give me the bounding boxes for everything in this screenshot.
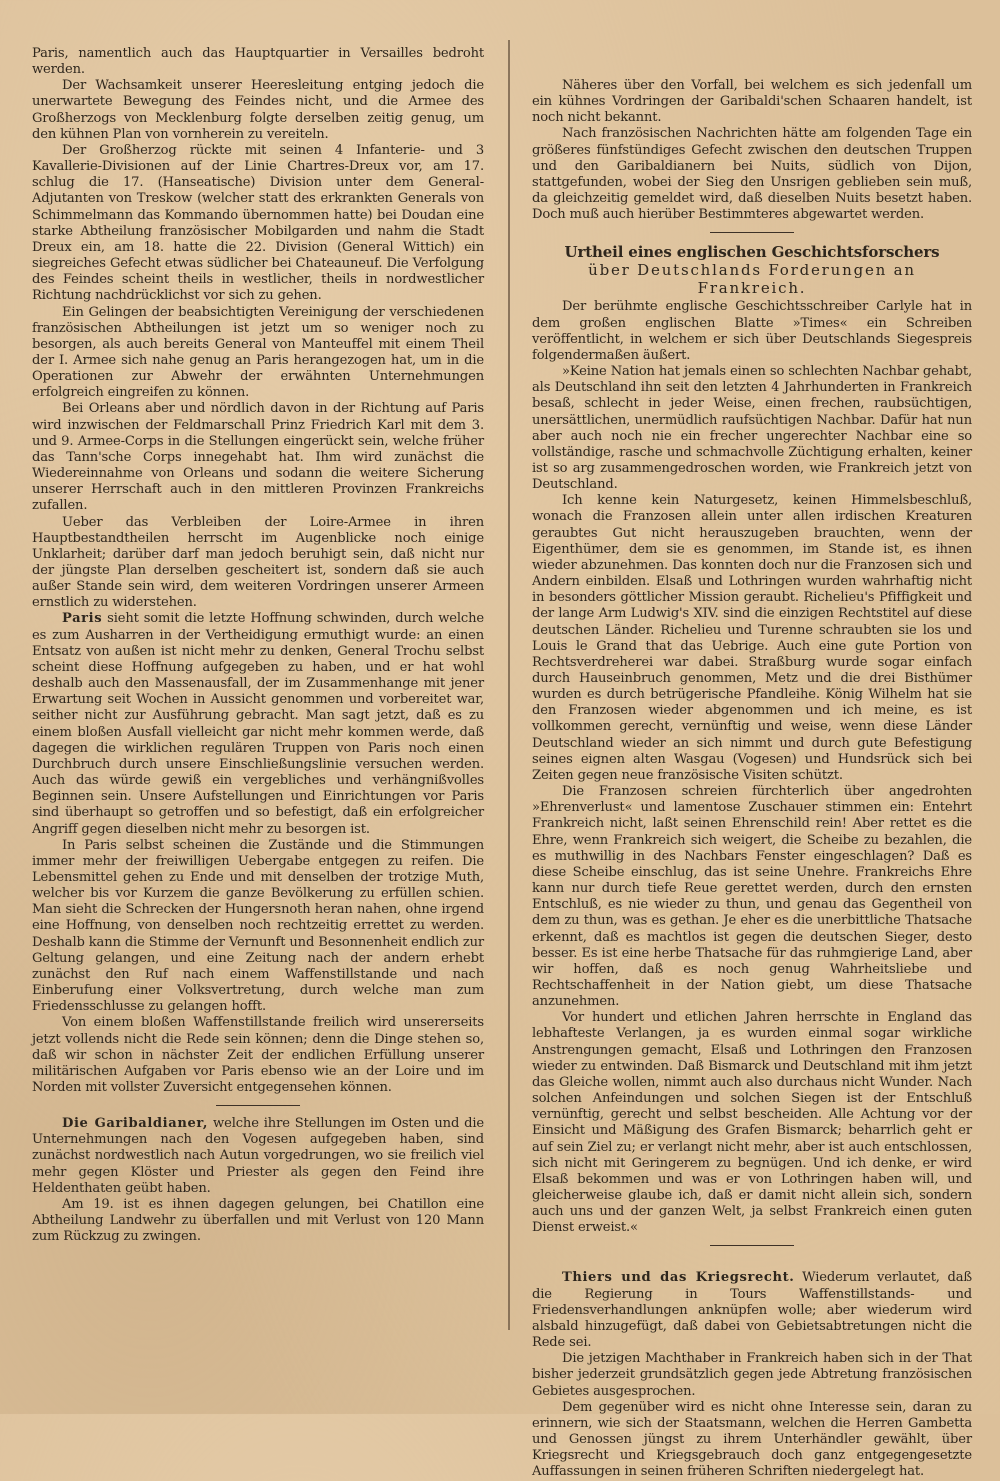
- article-subheadline: über Deutschlands Forderungen an Frankreich.: [588, 261, 916, 298]
- paris-lead: Paris: [62, 611, 103, 627]
- paragraph: Dem gegenüber wird es nicht ohne Interesse sein, daran zu erinnern, wie sich der Staatsmann, welchen die Herren Gambetta und Genossen jüngst zu ihrem Unterhändler gewählt, über Kriegsrecht und Kriegsgebrauch doch ganz entgegengesetzte Auffassungen in seinen früheren Schriften niedergelegt hat.: [532, 1399, 972, 1480]
- paragraph: In Paris selbst scheinen die Zustände und die Stimmungen immer mehr der freiwilligen Uebergabe entgegen zu reifen. Die Lebensmittel gehen zu Ende und mit denselben der trotzige Muth, welcher bis vor Kurzem die ganze Bevölkerung zu erfüllen schien. Man sieht die Schrecken der Hungersnoth heran nahen, ohne irgend eine Hoffnung, von denselben noch rechtzeitig errettet zu werden. Deshalb kann die Stimme der Vernunft und Besonnenheit endlich zur Geltung gelangen, und eine Zeitung nach der andern erhebt zunächst den Ruf nach einem Waffenstillstande und nach Einberufung einer Volksvertretung, durch welche man zum Friedensschlusse zu gelangen hofft.: [32, 837, 484, 1015]
- paragraph: Der Großherzog rückte mit seinen 4 Infanterie- und 3 Kavallerie-Divisionen auf der Linie Chartres-Dreux vor, am 17. schlug die 17. (Hanseatische) Division unter dem General-Adjutanten von Treskow (welcher statt des erkrankten Generals von Schimmelmann das Kommando übernommen hatte) bei Doudan eine starke Abtheilung französischer Mobilgarden und nahm die Stadt Dreux ein, am 18. hatte die 22. Division (General Wittich) ein siegreiches Gefecht etwas südlicher bei Chateauneuf. Die Verfolgung des Feindes scheint theils in westlicher, theils in nordwestlicher Richtung nachdrücklichst vor sich zu gehen.: [32, 142, 484, 304]
- paragraph: Bei Orleans aber und nördlich davon in der Richtung auf Paris wird inzwischen der Feldmarschall Prinz Friedrich Karl mit dem 3. und 9. Armee-Corps in die Stellungen eingerückt sein, welche früher das Tann'sche Corps innegehabt hat. Ihm wird zunächst die Wiedereinnahme von Orleans und sodann die weitere Sicherung unserer Herrschaft auch in den mittleren Provinzen Frankreichs zufallen.: [32, 401, 484, 514]
- paragraph: Der Wachsamkeit unserer Heeresleitung entging jedoch die unerwartete Bewegung des Feindes nicht, und die Armee des Großherzogs von Mecklenburg folgte derselben zeitig genug, um den kühnen Plan von vornherein zu vereiteln.: [32, 78, 484, 142]
- paragraph: Näheres über den Vorfall, bei welchem es sich jedenfall um ein kühnes Vordringen der Garibaldi'schen Schaaren handelt, ist noch nicht bekannt.: [532, 78, 972, 126]
- paragraph-garibaldi: [32, 1116, 484, 1197]
- right-column: [532, 78, 972, 1481]
- paragraph: Von einem bloßen Waffenstillstande freilich wird unsererseits jetzt vollends nicht die Rede sein können; denn die Dinge stehen so, daß wir schon in nächster Zeit der endlichen Erfüllung unserer militärischen Aufgaben vor Paris ebenso wie an der Loire und im Norden mit vollster Zuversicht entgegensehen können.: [32, 1015, 484, 1095]
- paragraph: Die jetzigen Machthaber in Frankreich haben sich in der That bisher jederzeit grundsätzlich gegen jede Abtretung französischen Gebietes ausgesprochen.: [532, 1351, 972, 1399]
- paragraph: Ich kenne kein Naturgesetz, keinen Himmelsbeschluß, wonach die Franzosen allein unter allen irdischen Kreaturen geraubtes Gut nicht herauszugeben brauchten, wenn der Eigenthümer, dem sie es genommen, im Stande ist, es ihnen wieder abzunehmen. Das konnten doch nur die Franzosen sich und Andern einbilden. Elsaß und Lothringen wurden wahrhaftig nicht in besonders göttlicher Mission geraubt. Richelieu's Pfiffigkeit und der lange Arm Ludwig's XIV. sind die einzigen Rechtstitel auf diese deutschen Länder. Richelieu und Turenne schraubten sie los und Louis le Grand that das Uebrige. Auch eine gute Portion von Rechtsverdreherei war dabei. Straßburg wurde sogar einfach durch Hauseinbruch genommen, Metz und die drei Bisthümer wurden es durch betrügerische Pfandleihe. König Wilhelm hat sie den Franzosen wieder abgenommen und ich meine, es ist vollkommen gerecht, vernünftig und weise, wenn diese Länder Deutschland wieder an sich nimmt und durch gute Befestigung seines eignen alten Wasgau (Vogesen) und Hundsrück sich bei Zeiten gegen neue französische Visiten schützt.: [532, 493, 972, 783]
- paragraph: Am 19. ist es ihnen dagegen gelungen, bei Chatillon eine Abtheilung Landwehr zu überfallen und mit Verlust von 120 Mann zum Rückzug zu zwingen.: [32, 1196, 484, 1245]
- thiers-text: Wiederum verlautet, daß die Regierung in Tours Waffenstillstands- und Friedensverhandlungen anknüpfen wolle; aber wiederum wird alsbald hinzugefügt, daß dabei von Gebietsabtretungen nicht die Rede sei.: [532, 1270, 972, 1351]
- paragraph: Ein Gelingen der beabsichtigten Vereinigung der verschiedenen französischen Abtheilungen ist jetzt um so weniger noch zu besorgen, als auch bereits General von Manteuffel mit einem Theil der I. Armee sich nahe genug an Paris herangezogen hat, um in die Operationen zur Abwehr der erwähnten Unternehmungen erfolgreich eingreifen zu können.: [32, 304, 484, 401]
- garibaldi-text: welche ihre Stellungen im Osten und die Unternehmungen nach den Vogesen aufgegeben haben, sind zunächst nordwestlich nach Autun vorgedrungen, wo sie freilich viel mehr gegen Klöster und Priester als gegen den Feind ihre Heldenthaten geübt haben.: [32, 1116, 485, 1196]
- section-rule: [216, 1105, 300, 1106]
- paragraph: Ueber das Verbleiben der Loire-Armee in ihren Hauptbestandtheilen herrscht im Augenblicke noch einige Unklarheit; darüber darf man jedoch beruhigt sein, daß nicht nur der jüngste Plan derselben gescheitert ist, sondern daß sie auch außer Stande sein wird, dem weiteren Vordringen unserer Armeen ernstlich zu widerstehen.: [32, 514, 484, 611]
- section-rule: [710, 1245, 794, 1246]
- article-headline: Urtheil eines englischen Geschichtsforschers: [564, 243, 940, 262]
- paragraph: Der berühmte englische Geschichtsschreiber Carlyle hat in dem großen englischen Blatte »Times« ein Schreiben veröffentlicht, in welchem er sich über Deutschlands Siegespreis folgendermaßen äußert.: [532, 299, 972, 363]
- thiers-lead: Thiers und das Kriegsrecht.: [562, 1270, 795, 1286]
- paragraph: »Keine Nation hat jemals einen so schlechten Nachbar gehabt, als Deutschland ihn seit den letzten 4 Jahrhunderten in Frankreich besaß, schlecht in jeder Weise, einen frechen, raubsüchtigen, unersättlichen, unermüdlich raufsüchtigen Nachbar. Dafür hat nun aber auch noch nie ein frecher ungerechter Nachbar eine so vollständige, rasche und schmachvolle Züchtigung erhalten, keiner ist so arg zusammengedroschen worden, wie Frankreich jetzt von Deutschland.: [532, 364, 972, 493]
- column-divider: [508, 40, 510, 1330]
- paragraph: Paris, namentlich auch das Hauptquartier in Versailles bedroht werden.: [32, 46, 484, 78]
- paris-text: sieht somit die letzte Hoffnung schwinden, durch welche es zum Ausharren in der Vertheidigung ermuthigt wurde: an einen Entsatz von außen ist nicht mehr zu denken, General Trochu selbst scheint diese Hoffnung aufgegeben zu haben, und er hat wohl deshalb auch den Massenausfall, der im Zusammenhange mit jener Erwartung seit Wochen in Aussicht genommen und vorbereitet war, seither nicht zur Ausführung gebracht. Man sagt jetzt, daß es zu einem bloßen Ausfall vielleicht gar nicht mehr kommen werde, daß dagegen die wirklichen regulären Truppen von Paris noch einen Durchbruch durch unsere Einschließungslinie versuchen werden. Auch das würde gewiß ein vergebliches und verhängnißvolles Beginnen sein. Unsere Aufstellungen und Einrichtungen vor Paris sind überhaupt so getroffen und so befestigt, daß ein erfolgreicher Angriff gegen dieselben nicht mehr zu besorgen ist.: [32, 611, 484, 837]
- section-rule: [710, 232, 794, 233]
- spacer: [532, 1256, 972, 1270]
- paragraph-paris: [32, 611, 484, 837]
- left-column: [32, 46, 484, 1245]
- paragraph: Die Franzosen schreien fürchterlich über angedrohten »Ehrenverlust« und lamentose Zuschauer stimmen ein: Entehrt Frankreich nicht, laßt seinen Ehrenschild rein! Aber rettet es die Ehre, wenn Frankreich sich weigert, die Scheibe zu bezahlen, die es muthwillig in des Nachbars Fenster eingeschlagen? Daß es diese Scheibe einschlug, das ist seine Unehre. Frankreichs Ehre kann nur durch tiefe Reue gerettet werden, durch den ernsten Entschluß, es nie wieder zu thun, und genau das Gegentheil von dem zu thun, was es gethan. Je eher es die unerbittliche Thatsache erkennt, daß es machtlos ist gegen die deutschen Sieger, desto besser. Es ist eine herbe Thatsache für das ruhmgierige Land, aber wir hoffen, daß es noch genug Wahrheitsliebe und Rechtschaffenheit in der Nation giebt, um diese Thatsache anzunehmen.: [532, 784, 972, 1010]
- paragraph: Vor hundert und etlichen Jahren herrschte in England das lebhafteste Verlangen, ja es wurden einmal sogar wirkliche Anstrengungen gemacht, Elsaß und Lothringen den Franzosen wieder zu entwinden. Daß Bismarck und Deutschland mit ihm jetzt das Gleiche wollen, nimmt auch also durchaus nicht Wunder. Nach solchen Anfeindungen und solchen Siegen ist der Entschluß vernünftig, gerecht und selbst bescheiden. Alle Achtung vor der Einsicht und Mäßigung des Grafen Bismarck; beharrlich geht er auf sein Ziel zu; er verlangt nicht mehr, aber ist auch entschlossen, sich nicht mit Geringerem zu begnügen. Und ich denke, er wird Elsaß bekommen und was er von Lothringen haben will, und gleicherweise glaube ich, daß er damit nicht allein sich, sondern auch uns und der ganzen Welt, ja selbst Frankreich einen guten Dienst erweist.«: [532, 1010, 972, 1236]
- paragraph: Nach französischen Nachrichten hätte am folgenden Tage ein größeres fünfstündiges Gefecht zwischen den deutschen Truppen und den Garibaldianern bei Nuits, südlich von Dijon, stattgefunden, wobei der Sieg den Unsrigen geblieben sein muß, da gleichzeitig gemeldet wird, daß dieselben Nuits besetzt haben. Doch muß auch hierüber Bestimmteres abgewartet werden.: [532, 126, 972, 223]
- paragraph-thiers: [532, 1270, 972, 1351]
- garibaldi-lead: Die Garibaldianer,: [62, 1116, 209, 1132]
